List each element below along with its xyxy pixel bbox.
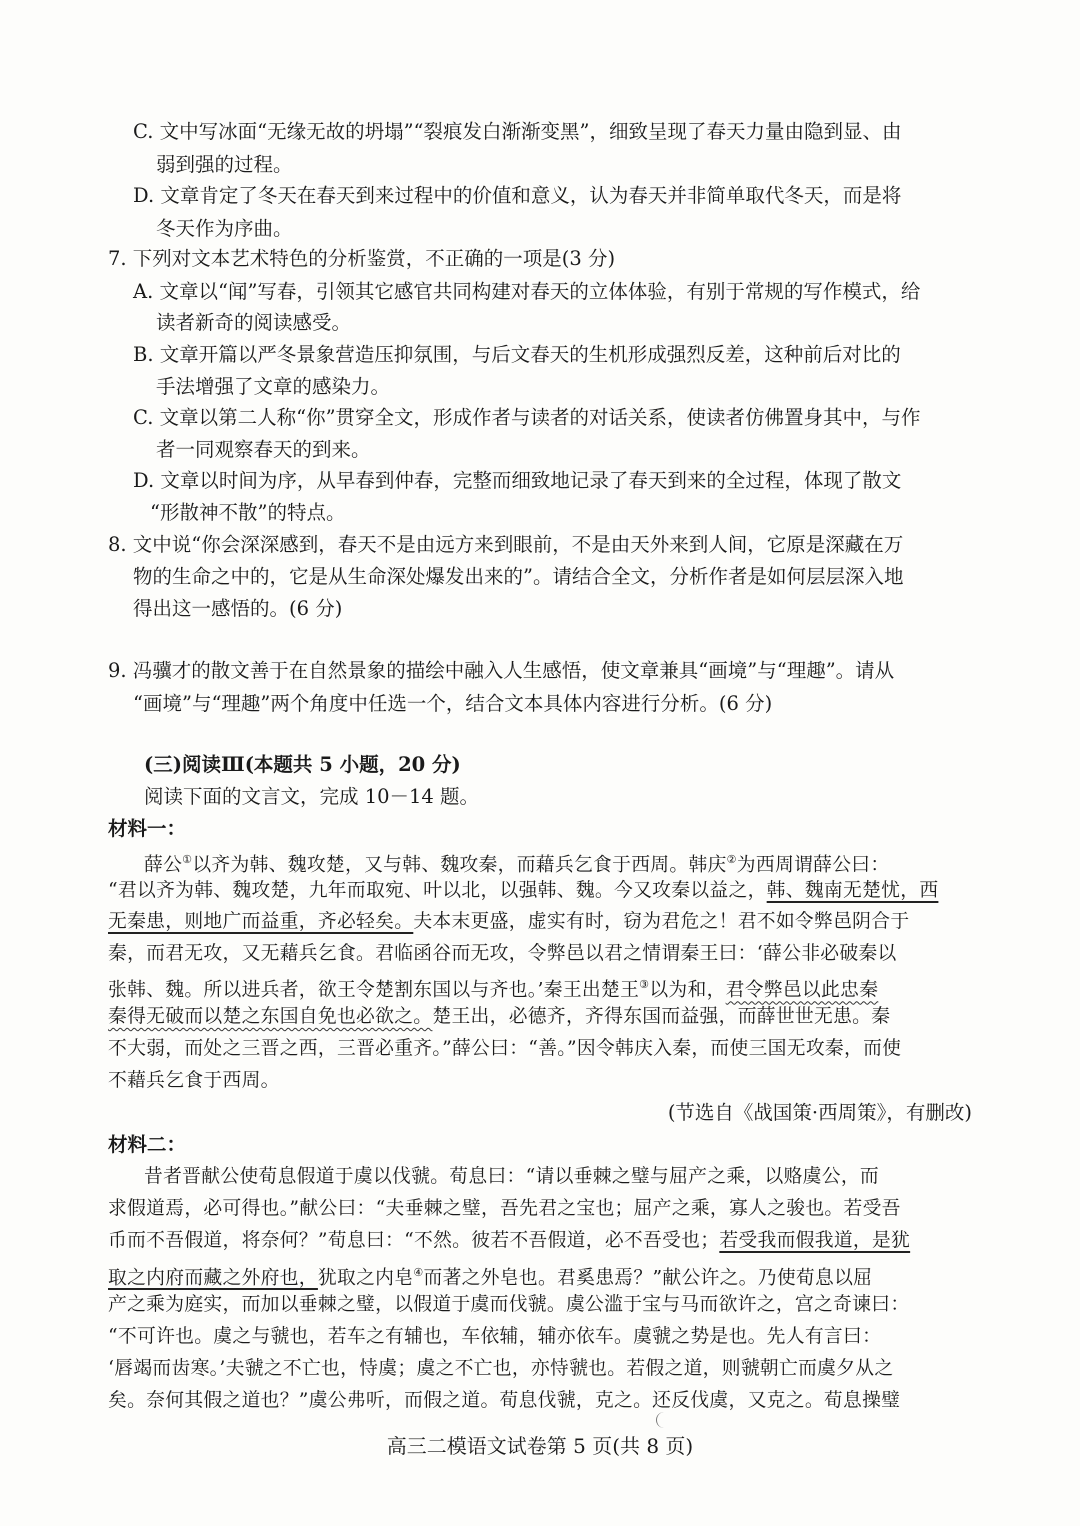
q6-option-c-line2: 弱到强的过程。 (156, 153, 293, 176)
material1-text: “君以齐为韩、魏攻楚，九年而取宛、叶以北，以强韩、魏。今又攻秦以益之， (108, 880, 767, 901)
q7-option-a-line1: A. 文章以“闻”写春，引领其它感官共同构建对春天的立体体验，有别于常规的写作模式，给 (133, 280, 921, 303)
material1-line3 (108, 908, 909, 936)
q7-option-d-line1: D. 文章以时间为序，从早春到仲春，完整而细致地记录了春天到来的全过程，体现了散文 (133, 469, 902, 492)
q7-stem: 7. 下列对文本艺术特色的分析鉴赏，不正确的一项是(3 分) (108, 247, 616, 270)
material2-line8: 矣。奈何其假之道也？”虞公弗听，而假之道。荀息伐虢，克之。还反伐虞，又克之。荀息操璧 (108, 1390, 901, 1411)
wavy-underlined-sentence: 秦得无破而以楚之东国自免也必欲之。 (108, 1006, 433, 1027)
q7-option-d-line2: “形散神不散”的特点。 (150, 501, 346, 524)
q8-line1: 8. 文中说“你会深深感到，春天不是由远方来到眼前，不是由天外来到人间，它原是深藏在万 (108, 533, 904, 556)
pen-mark (656, 1412, 667, 1428)
material2-line4 (108, 1259, 872, 1292)
q9-line1: 9. 冯骥才的散文善于在自然景象的描绘中融入人生感悟，使文章兼具“画境”与“理趣”。请从 (108, 659, 895, 682)
q8-line2: 物的生命之中的，它是从生命深处爆发出来的”。请结合全文，分析作者是如何层层深入地 (133, 565, 904, 588)
material1-text: 张韩、魏。所以进兵者，欲王令楚割东国以与齐也。’秦王出楚王 (108, 979, 640, 1001)
q6-option-c-line1: C. 文中写冰面“无缘无故的坍塌”“裂痕发白渐渐变黑”，细致呈现了春天力量由隐到显、由 (133, 120, 902, 143)
material2-line1: 昔者晋献公使荀息假道于虞以伐虢。荀息曰：“请以垂棘之璧与屈产之乘，以赂虞公，而 (144, 1166, 879, 1187)
material2-line2: 求假道焉，必可得也。”献公曰：“夫垂棘之璧，吾先君之宝也；屈产之乘，寡人之骏也。若受吾 (108, 1198, 901, 1219)
section-heading: (三)阅读Ⅲ(本题共 5 小题，20 分) (144, 753, 461, 776)
underlined-sentence: 取之内府而藏之外府也， (108, 1267, 318, 1289)
footnote-mark-1: ① (182, 853, 193, 866)
material1-source: (节选自《战国策·西周策》，有删改) (667, 1101, 972, 1124)
material1-line5 (108, 971, 878, 1004)
footnote-mark-3: ③ (639, 978, 650, 991)
material1-text: 薛公 (144, 854, 183, 876)
underlined-sentence: 无秦患，则地广而益重，齐必轻矣。 (108, 911, 414, 932)
material1-line1 (144, 846, 889, 879)
material1-text: 以为和， (649, 979, 726, 1001)
material1-text: 楚王出，必德齐，齐得东国而益强，而薛世世无患。秦 (432, 1006, 891, 1027)
material2-line6: “不可许也。虞之与虢也，若车之有辅也，车依辅，辅亦依车。虞虢之势是也。先人有言曰： (108, 1326, 882, 1347)
material1-label: 材料一： (108, 817, 187, 840)
material2-label: 材料二： (108, 1133, 187, 1156)
material1-line7: 不大弱，而处之三晋之西，三晋必重齐。”薛公曰：“善。”因令韩庆入秦，而使三国无攻秦，而使 (108, 1038, 902, 1059)
footnote-mark-2: ② (726, 853, 737, 866)
underlined-sentence: 韩、魏南无楚忧，西 (766, 880, 939, 901)
material1-line6 (108, 1003, 890, 1031)
material1-text: 夫本末更盛，虚实有时，窃为君危之！君不如令弊邑阴合于 (413, 911, 910, 932)
material2-text: 犹取之内皂 (317, 1267, 414, 1289)
q8-line3: 得出这一感悟的。(6 分) (133, 597, 343, 620)
q7-option-b-line2: 手法增强了文章的感染力。 (156, 375, 391, 398)
material1-line2 (108, 877, 938, 905)
material1-line4: 秦，而君无攻，又无藉兵乞食。君临函谷而无攻，令弊邑以君之情谓秦王曰：‘薛公非必破秦以 (108, 943, 897, 964)
material1-line8: 不藉兵乞食于西周。 (108, 1070, 280, 1091)
material2-line3 (108, 1227, 910, 1255)
q6-option-d-line1: D. 文章肯定了冬天在春天到来过程中的价值和意义，认为春天并非简单取代冬天，而是将 (133, 184, 902, 207)
material2-line7: ‘唇竭而齿寒。’夫虢之不亡也，恃虞；虞之不亡也，亦恃虢也。若假之道，则虢朝亡而虞夕从之 (108, 1358, 894, 1379)
q7-option-c-line2: 者一同观察春天的到来。 (156, 438, 371, 461)
q7-option-b-line1: B. 文章开篇以严冬景象营造压抑氛围，与后文春天的生机形成强烈反差，这种前后对比的 (133, 343, 901, 366)
q7-option-a-line2: 读者新奇的阅读感受。 (156, 311, 352, 334)
page-footer: 高三二模语文试卷第 5 页(共 8 页) (386, 1434, 694, 1458)
material1-text: 以齐为韩、魏攻楚，又与韩、魏攻秦，而藉兵乞食于西周。韩庆 (192, 854, 727, 876)
material2-text: 而著之外皂也。君奚患焉？”献公许之。乃使荀息以屈 (423, 1267, 873, 1289)
q7-option-c-line1: C. 文章以第二人称“你”贯穿全文，形成作者与读者的对话关系，使读者仿佛置身其中，与作 (133, 406, 921, 429)
footnote-mark-4: ④ (413, 1266, 424, 1279)
section-instruction: 阅读下面的文言文，完成 10－14 题。 (144, 785, 480, 808)
wavy-underlined-sentence: 君令弊邑以此忠秦 (725, 979, 879, 1001)
material1-text: 为西周谓薛公曰： (736, 854, 890, 876)
q6-option-d-line2: 冬天作为序曲。 (156, 217, 293, 240)
underlined-sentence: 若受我而假我道，是犹 (719, 1230, 911, 1251)
q9-line2: “画境”与“理趣”两个角度中任选一个，结合文本具体内容进行分析。(6 分) (133, 692, 773, 715)
material2-line5: 产之乘为庭实，而加以垂棘之璧，以假道于虞而伐虢。虞公滥于宝与马而欲许之，宫之奇谏曰： (108, 1294, 910, 1315)
material2-text: 币而不吾假道，将奈何？”荀息曰：“不然。彼若不吾假道，必不吾受也； (108, 1230, 720, 1251)
